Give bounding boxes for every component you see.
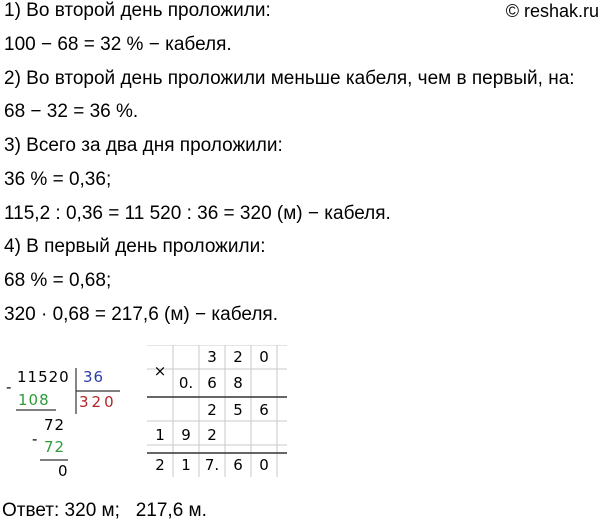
division-lines — [0, 360, 130, 490]
solution-line-7: 115,2 : 0,36 = 11 520 : 36 = 320 (м) − кабеля. — [4, 203, 391, 224]
answer-line: Ответ: 320 м; 217,6 м. — [2, 500, 207, 521]
grid-cell: 2 — [207, 426, 217, 444]
grid-cell: 8 — [233, 374, 243, 392]
division-subtrahend-1: 108 — [18, 391, 50, 409]
grid-cell: 6 — [233, 456, 243, 474]
grid-cell: 0 — [259, 456, 269, 474]
grid-cell: 2 — [233, 348, 243, 366]
solution-line-8: 4) В первый день проложили: — [4, 236, 266, 257]
solution-line-4: 68 − 32 = 36 %. — [4, 101, 139, 122]
solution-line-6: 36 % = 0,36; — [4, 169, 112, 190]
grid-cell: 2 — [155, 456, 165, 474]
solution-line-9: 68 % = 0,68; — [4, 270, 112, 291]
division-remainder-2: 0 — [58, 462, 68, 480]
solution-line-5: 3) Всего за два дня проложили: — [4, 135, 283, 156]
grid-cell: 0 — [259, 348, 269, 366]
grid-cell: 9 — [181, 426, 191, 444]
division-subtrahend-2: 72 — [44, 438, 66, 456]
grid-cell: 5 — [233, 401, 243, 419]
grid-cell: 2 — [207, 401, 217, 419]
grid-cell: 3 — [207, 348, 217, 366]
times-sign: × — [153, 362, 167, 380]
division-minus-2: - — [32, 430, 38, 448]
solution-line-3: 2) Во второй день проложили меньше кабеля, чем в первый, на: — [4, 68, 575, 89]
grid-cell: 1 — [181, 456, 191, 474]
watermark: © reshak.ru — [505, 1, 599, 21]
solution-line-10: 320 · 0,68 = 217,6 (м) − кабеля. — [4, 304, 278, 325]
solution-line-2: 100 − 68 = 32 % − кабеля. — [4, 34, 232, 55]
division-remainder-1: 72 — [44, 416, 66, 434]
grid-cell: 6 — [207, 374, 217, 392]
grid-cell: 6 — [259, 401, 269, 419]
division-dividend: 11520 — [17, 368, 70, 386]
grid-cell: 7. — [204, 456, 220, 474]
grid-cell: 1 — [155, 426, 165, 444]
division-divisor: 36 — [83, 368, 105, 386]
division-minus-1: - — [6, 378, 12, 396]
division-quotient: 320 — [79, 393, 117, 411]
solution-line-1: 1) Во второй день проложили: — [4, 0, 271, 21]
grid-cell: 0. — [178, 374, 194, 392]
